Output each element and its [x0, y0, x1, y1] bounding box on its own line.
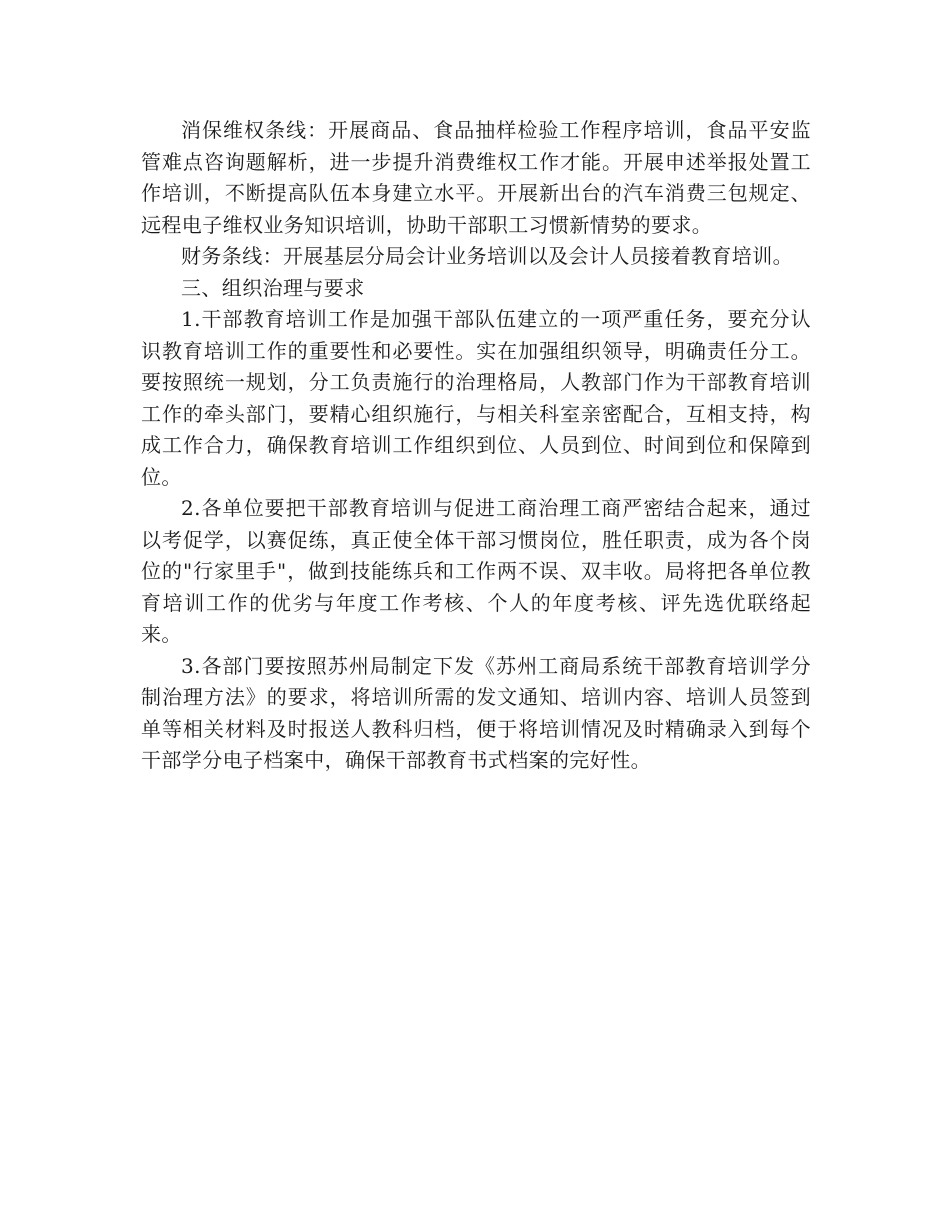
paragraph-item-2: 2.各单位要把干部教育培训与促进工商治理工商严密结合起来，通过以考促学，以赛促练，真正使全体干部习惯岗位，胜任职责，成为各个岗位的"行家里手"，做到技能练兵和工作两不误、双丰收。局将把各单位教育培训工作的优劣与年度工作考核、个人的年度考核、评先选优联络起来。 [141, 496, 811, 646]
paragraph-consumer-rights: 消保维权条线：开展商品、食品抽样检验工作程序培训，食品平安监管难点咨询题解析，进一步提升消费维权工作才能。开展申述举报处置工作培训，不断提高队伍本身建立水平。开展新出台的汽车消费三包规定、远程电子维权业务知识培训，协助干部职工习惯新情势的要求。 [141, 118, 811, 237]
section-heading-organization: 三、组织治理与要求 [181, 275, 365, 300]
paragraph-item-3: 3.各部门要按照苏州局制定下发《苏州工商局系统干部教育培训学分制治理方法》的要求，将培训所需的发文通知、培训内容、培训人员签到单等相关材料及时报送人教科归档，便于将培训情况及时精确录入到每个干部学分电子档案中，确保干部教育书式档案的完好性。 [141, 653, 811, 772]
paragraph-item-1: 1.干部教育培训工作是加强干部队伍建立的一项严重任务，要充分认识教育培训工作的重要性和必要性。实在加强组织领导，明确责任分工。要按照统一规划，分工负责施行的治理格局，人教部门作为干部教育培训工作的牵头部门，要精心组织施行，与相关科室亲密配合，互相支持，构成工作合力，确保教育培训工作组织到位、人员到位、时间到位和保障到位。 [141, 307, 811, 489]
paragraph-finance: 财务条线：开展基层分局会计业务培训以及会计人员接着教育培训。 [181, 244, 793, 268]
document-body [141, 115, 811, 777]
